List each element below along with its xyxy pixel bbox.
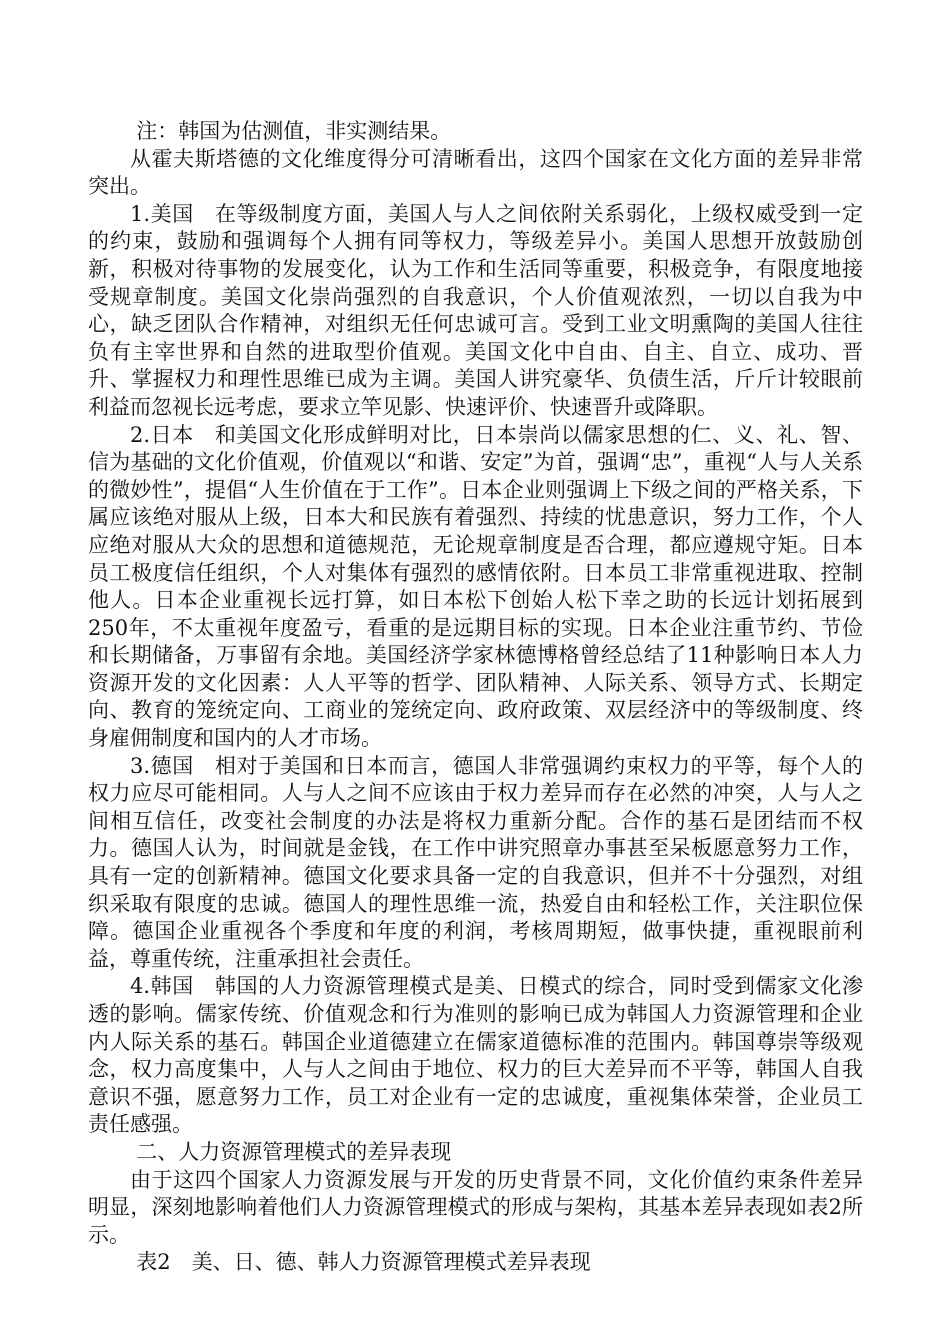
section-japan-text: 和美国文化形成鲜明对比，日本崇尚以儒家思想的仁、义、礼、智、信为基础的文化价值观，价值观以“和谐、安定”为首，强调“忠”，重视“人与人关系的微妙性”，提倡“人生价值在于工作”。日本企业则强调上下级之间的严格关系，下属应该绝对服从上级，日本大和民族有着强烈、持续的忧患意识，努力工作，个人应绝对服从大众的思想和道德规范，无论规章制度是否合理，都应遵规守矩。日本员工极度信任组织，个人对集体有强烈的感情依附。日本员工非常重视进取、控制他人。日本企业重视长远打算，如日本松下创始人松下幸之助的长远计划拓展到250年，不太重视年度盈亏，看重的是远期目标的实现。日本企业注重节约、节俭和长期储备，万事留有余地。美国经济学家林德博格曾经总结了11种影响日本人力资源开发的文化因素：人人平等的哲学、团队精神、人际关系、领导方式、长期定向、教育的笼统定向、工商业的笼统定向、政府政策、双层经济中的等级制度、终身雇佣制度和国内的人才市场。 — [88, 422, 864, 751]
section-korea-heading: 4.韩国 — [130, 974, 194, 999]
section-korea-text: 韩国的人力资源管理模式是美、日模式的综合，同时受到儒家文化渗透的影响。儒家传统、价值观念和行为准则的影响已成为韩国人力资源管理和企业内人际关系的基石。韩国企业道德建立在儒家道德标准的范围内。韩国尊崇等级观念，权力高度集中，人与人之间由于地位、权力的巨大差异而不平等，韩国人自我意识不强，愿意努力工作，员工对企业有一定的忠诚度，重视集体荣誉，企业员工责任感强。 — [88, 974, 864, 1137]
section-germany-text: 相对于美国和日本而言，德国人非常强调约束权力的平等，每个人的权力应尽可能相同。人与人之间不应该由于权力差异而存在必然的冲突，人与人之间相互信任，改变社会制度的办法是将权力重新分配。合作的基石是团结而不权力。德国人认为，时间就是金钱，在工作中讲究照章办事甚至呆板愿意努力工作，具有一定的创新精神。德国文化要求具备一定的自我意识，但并不十分强烈，对组织采取有限度的忠诚。德国人的理性思维一流，热爱自由和轻松工作，关注职位保障。德国企业重视各个季度和年度的利润，考核周期短，做事快捷，重视眼前利益，尊重传统，注重承担社会责任。 — [88, 753, 864, 971]
section-usa — [88, 201, 863, 422]
table-caption: 表2 美、日、德、韩人力资源管理模式差异表现 — [136, 1250, 591, 1275]
section-2-paragraph: 由于这四个国家人力资源发展与开发的历史背景不同，文化价值约束条件差异明显，深刻地影响着他们人力资源管理模式的形成与架构，其基本差异表现如表2所示。 — [88, 1167, 863, 1247]
section-japan — [88, 422, 863, 753]
intro-paragraph: 从霍夫斯塔德的文化维度得分可清晰看出，这四个国家在文化方面的差异非常突出。 — [88, 146, 863, 199]
section-germany-heading: 3.德国 — [130, 753, 194, 778]
section-usa-text: 在等级制度方面，美国人与人之间依附关系弱化，上级权威受到一定的约束，鼓励和强调每个人拥有同等权力，等级差异小。美国人思想开放鼓励创新，积极对待事物的发展变化，认为工作和生活同等重要，积极竞争，有限度地接受规章制度。美国文化崇尚强烈的自我意识，个人价值观浓烈，一切以自我为中心，缺乏团队合作精神，对组织无任何忠诚可言。受到工业文明熏陶的美国人往往负有主宰世界和自然的进取型价值观。美国文化中自由、自主、自立、成功、晋升、掌握权力和理性思维已成为主调。美国人讲究豪华、负债生活，斤斤计较眼前利益而忽视长远考虑，要求立竿见影、快速评价、快速晋升或降职。 — [88, 201, 864, 419]
section-germany — [88, 753, 863, 974]
section-heading-2: 二、人力资源管理模式的差异表现 — [136, 1139, 452, 1164]
section-korea — [88, 973, 863, 1139]
section-japan-heading: 2.日本 — [130, 422, 194, 447]
document-body — [88, 118, 863, 1277]
section-usa-heading: 1.美国 — [130, 201, 194, 226]
table-note: 注：韩国为估测值，非实测结果。 — [136, 119, 452, 143]
